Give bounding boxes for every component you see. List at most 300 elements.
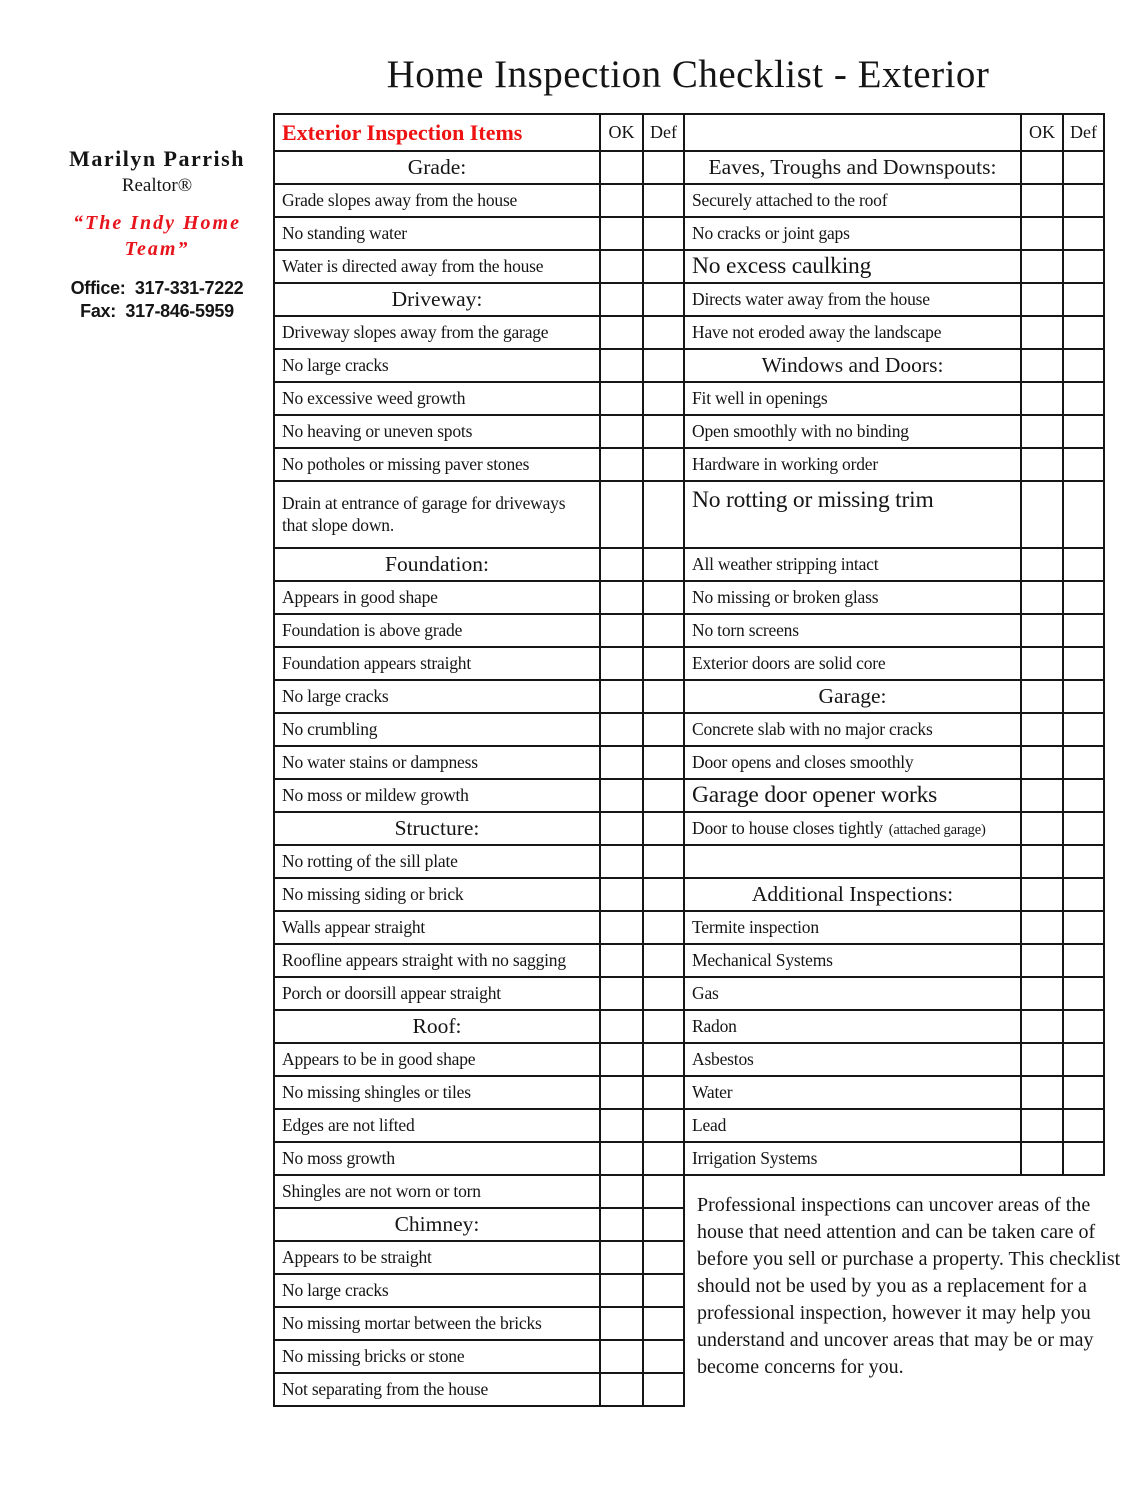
cell-text: Eaves, Troughs and Downspouts: [708,155,997,179]
ok-checkbox-cell[interactable] [600,713,643,746]
table-row [274,217,1104,250]
def-checkbox-cell[interactable] [643,481,684,548]
check-item-cell [274,680,600,713]
def-checkbox-cell[interactable] [1063,878,1104,911]
check-item-cell [684,1043,1021,1076]
def-checkbox-cell[interactable] [643,1043,684,1076]
ok-checkbox-cell[interactable] [600,977,643,1010]
office-phone: Office: 317-331-7222 [70,278,244,298]
ok-checkbox-cell[interactable] [1021,316,1063,349]
table-row [274,680,1104,713]
table-row [274,1076,1104,1109]
def-checkbox-cell[interactable] [1063,911,1104,944]
def-checkbox-cell[interactable] [643,977,684,1010]
ok-checkbox-cell[interactable] [600,184,643,217]
ok-checkbox-cell[interactable] [1021,647,1063,680]
section-header-cell [684,878,1021,911]
def-checkbox-cell[interactable] [1063,812,1104,845]
ok-checkbox-cell[interactable] [600,746,643,779]
cell-text: Drain at entrance of garage for driveways that slope down. [282,492,566,535]
cell-text: Termite inspection [692,916,819,937]
def-checkbox-cell[interactable] [643,746,684,779]
table-row [274,184,1104,217]
ok-checkbox-cell[interactable] [600,812,643,845]
cell-text: Not separating from the house [282,1378,489,1399]
section-header-cell [274,548,600,581]
table-title: Exterior Inspection Items [274,114,600,151]
cell-text: Roof: [412,1014,462,1038]
check-item-cell [274,911,600,944]
table-row [274,1043,1104,1076]
ok-checkbox-cell[interactable] [600,1340,643,1373]
def-checkbox-cell[interactable] [1063,977,1104,1010]
ok-checkbox-cell[interactable] [1021,151,1063,184]
section-header-cell [274,1208,600,1241]
section-header-cell [274,812,600,845]
table-row [274,1142,1104,1175]
cell-text: Directs water away from the house [692,288,930,309]
def-checkbox-cell[interactable] [1063,680,1104,713]
def-checkbox-cell[interactable] [1063,448,1104,481]
ok-checkbox-cell[interactable] [600,415,643,448]
cell-text: No large cracks [282,1279,389,1300]
def-checkbox-cell[interactable] [1063,1142,1104,1175]
def-checkbox-cell[interactable] [1063,713,1104,746]
cell-text: Door opens and closes smoothly [692,751,914,772]
def-checkbox-cell[interactable] [643,548,684,581]
def-checkbox-cell[interactable] [1063,382,1104,415]
def-checkbox-cell[interactable] [1063,217,1104,250]
check-item-cell [684,911,1021,944]
def-checkbox-cell[interactable] [643,1208,684,1241]
def-checkbox-cell[interactable] [1063,349,1104,382]
cell-text: Foundation: [385,552,489,576]
ok-checkbox-cell[interactable] [1021,581,1063,614]
cell-text: Roofline appears straight with no sagging [282,949,566,970]
cell-text: Concrete slab with no major cracks [692,718,933,739]
check-item-cell [274,779,600,812]
ok-checkbox-cell[interactable] [1021,911,1063,944]
def-checkbox-cell[interactable] [643,911,684,944]
def-checkbox-cell[interactable] [643,1076,684,1109]
def-checkbox-cell[interactable] [643,845,684,878]
def-checkbox-cell[interactable] [1063,184,1104,217]
table-row [274,481,1104,548]
cell-text: No moss or mildew growth [282,784,469,805]
agent-slogan [36,210,278,262]
def-checkbox-cell[interactable] [643,316,684,349]
def-checkbox-cell[interactable] [1063,415,1104,448]
cell-text: No missing bricks or stone [282,1345,465,1366]
agent-role: Realtor® [121,175,193,196]
cell-text: No missing siding or brick [282,883,464,904]
check-item-cell [684,548,1021,581]
def-checkbox-cell[interactable] [643,415,684,448]
ok-checkbox-cell[interactable] [600,1010,643,1043]
ok-checkbox-cell[interactable] [1021,250,1063,283]
table-row [274,812,1104,845]
def-checkbox-cell[interactable] [1063,1076,1104,1109]
table-row [274,614,1104,647]
cell-text: No torn screens [692,619,799,640]
cell-text: No missing mortar between the bricks [282,1312,542,1333]
ok-checkbox-cell[interactable] [600,911,643,944]
ok-checkbox-cell[interactable] [1021,746,1063,779]
check-item-cell [274,977,600,1010]
def-checkbox-cell[interactable] [1063,944,1104,977]
cell-text: Foundation appears straight [282,652,472,673]
cell-text: Fit well in openings [692,387,828,408]
check-item-cell [684,382,1021,415]
agent-slogan-line-1: “The Indy Home [73,212,241,234]
def-checkbox-cell[interactable] [1063,548,1104,581]
def-checkbox-cell[interactable] [643,944,684,977]
check-item-cell [274,1109,600,1142]
ok-checkbox-cell[interactable] [600,1241,643,1274]
cell-text: No standing water [282,222,407,243]
ok-checkbox-cell[interactable] [1021,349,1063,382]
check-item-cell [684,779,1021,812]
def-checkbox-cell[interactable] [1063,614,1104,647]
cell-text: No missing shingles or tiles [282,1081,471,1102]
def-checkbox-cell[interactable] [643,1274,684,1307]
section-header-cell [684,151,1021,184]
ok-checkbox-cell[interactable] [1021,1043,1063,1076]
def-checkbox-cell[interactable] [643,614,684,647]
check-item-cell [274,647,600,680]
def-checkbox-cell[interactable] [643,283,684,316]
cell-text: No rotting of the sill plate [282,850,458,871]
ok-checkbox-cell[interactable] [600,382,643,415]
ok-checkbox-cell[interactable] [1021,382,1063,415]
agent-contact [36,277,278,322]
def-checkbox-cell[interactable] [643,647,684,680]
cell-text: No water stains or dampness [282,751,478,772]
def-checkbox-cell[interactable] [643,581,684,614]
def-checkbox-cell[interactable] [1063,581,1104,614]
check-item-cell [274,746,600,779]
check-item-cell [274,1076,600,1109]
table-row [274,316,1104,349]
def-checkbox-cell[interactable] [1063,779,1104,812]
check-item-cell [684,250,1021,283]
ok-checkbox-cell[interactable] [1021,977,1063,1010]
ok-checkbox-cell[interactable] [600,283,643,316]
check-item-cell [684,415,1021,448]
check-item-cell [274,448,600,481]
def-checkbox-cell[interactable] [1063,250,1104,283]
check-item-cell [684,283,1021,316]
section-header-cell [684,680,1021,713]
check-item-cell [274,250,600,283]
def-checkbox-cell[interactable] [643,184,684,217]
ok-checkbox-cell[interactable] [600,944,643,977]
cell-text: Securely attached to the roof [692,189,888,210]
def-checkbox-cell[interactable] [643,713,684,746]
table-row [274,415,1104,448]
ok-checkbox-cell[interactable] [1021,944,1063,977]
table-row [274,1010,1104,1043]
agent-slogan-line-2: Team” [124,238,190,260]
ok-checkbox-cell[interactable] [1021,481,1063,548]
ok-checkbox-cell[interactable] [600,481,643,548]
cell-text: All weather stripping intact [692,553,879,574]
fax-number: Fax: 317-846-5959 [80,300,234,321]
check-item-cell [274,845,600,878]
check-item-cell [684,713,1021,746]
table-row [274,845,1104,878]
table-row [274,944,1104,977]
disclaimer-paragraph: Professional inspections can uncover areas of the house that need attention and can be taken care of before you sell or purchase a property. This checklist should not be used by you as a replacement for a professional inspection, however it may help you understand and uncover areas that may be or may become concerns for you. [697,1194,1121,1378]
check-item-cell [274,614,600,647]
table-row [274,349,1104,382]
ok-checkbox-cell[interactable] [600,1043,643,1076]
check-item-cell [274,316,600,349]
def-checkbox-cell[interactable] [1063,845,1104,878]
cell-text: No potholes or missing paver stones [282,453,530,474]
check-item-cell [274,184,600,217]
ok-checkbox-cell[interactable] [1021,878,1063,911]
check-item-cell [684,647,1021,680]
table-row [274,382,1104,415]
check-item-cell [684,316,1021,349]
cell-text: Exterior doors are solid core [692,652,886,673]
def-checkbox-cell[interactable] [643,779,684,812]
def-checkbox-cell[interactable] [643,349,684,382]
def-checkbox-cell[interactable] [1063,1010,1104,1043]
cell-text: No crumbling [282,718,378,739]
cell-text: Garage door opener works [692,781,938,808]
ok-checkbox-cell[interactable] [1021,1109,1063,1142]
cell-text: Appears to be in good shape [282,1048,476,1069]
def-checkbox-cell[interactable] [1063,316,1104,349]
table-row [274,151,1104,184]
ok-column-header: OK [1021,114,1063,151]
table-row [274,779,1104,812]
def-checkbox-cell[interactable] [643,250,684,283]
check-item-cell [684,448,1021,481]
cell-text: No moss growth [282,1147,395,1168]
ok-checkbox-cell[interactable] [1021,217,1063,250]
cell-text: Grade: [407,155,467,179]
ok-checkbox-cell[interactable] [1021,448,1063,481]
cell-text: No excessive weed growth [282,387,466,408]
ok-checkbox-cell[interactable] [600,1208,643,1241]
def-checkbox-cell[interactable] [1063,647,1104,680]
table-row [274,1109,1104,1142]
check-item-cell [684,1109,1021,1142]
ok-checkbox-cell[interactable] [1021,1142,1063,1175]
def-checkbox-cell[interactable] [643,680,684,713]
def-checkbox-cell[interactable] [643,382,684,415]
ok-checkbox-cell[interactable] [1021,614,1063,647]
def-checkbox-cell[interactable] [1063,283,1104,316]
check-item-cell [684,812,1021,845]
def-column-header: Def [1063,114,1104,151]
ok-checkbox-cell[interactable] [600,1175,643,1208]
ok-checkbox-cell[interactable] [1021,283,1063,316]
ok-checkbox-cell[interactable] [600,349,643,382]
ok-column-header: OK [600,114,643,151]
ok-checkbox-cell[interactable] [1021,713,1063,746]
check-item-cell [684,581,1021,614]
cell-text: No missing or broken glass [692,586,879,607]
cell-text: No large cracks [282,354,389,375]
section-header-cell [274,283,600,316]
check-item-cell [684,217,1021,250]
check-item-cell [274,713,600,746]
ok-checkbox-cell[interactable] [1021,779,1063,812]
cell-text: Shingles are not worn or torn [282,1180,481,1201]
ok-checkbox-cell[interactable] [1021,845,1063,878]
ok-checkbox-cell[interactable] [600,1373,643,1406]
ok-checkbox-cell[interactable] [600,250,643,283]
ok-checkbox-cell[interactable] [600,316,643,349]
def-checkbox-cell[interactable] [643,878,684,911]
cell-text: Irrigation Systems [692,1147,818,1168]
ok-checkbox-cell[interactable] [600,581,643,614]
cell-text: Driveway: [391,287,483,311]
cell-text: Edges are not lifted [282,1114,415,1135]
ok-checkbox-cell[interactable] [600,1274,643,1307]
agent-info-block [36,146,278,322]
check-item-cell [274,1241,600,1274]
def-checkbox-cell[interactable] [643,1340,684,1373]
cell-text: Gas [692,982,719,1003]
table-row [274,911,1104,944]
def-checkbox-cell[interactable] [643,1142,684,1175]
cell-text: Mechanical Systems [692,949,833,970]
check-item-cell [684,944,1021,977]
cell-text: Porch or doorsill appear straight [282,982,501,1003]
check-item-cell [274,481,600,548]
check-item-cell [274,1043,600,1076]
cell-text: Open smoothly with no binding [692,420,909,441]
ok-checkbox-cell[interactable] [600,779,643,812]
ok-checkbox-cell[interactable] [600,1109,643,1142]
check-item-cell [684,481,1021,548]
def-checkbox-cell[interactable] [643,151,684,184]
check-item-cell [684,1076,1021,1109]
def-column-header: Def [643,114,684,151]
check-item-cell [274,581,600,614]
table-row [274,283,1104,316]
table-row [274,250,1104,283]
ok-checkbox-cell[interactable] [1021,184,1063,217]
check-item-cell [274,382,600,415]
check-item-cell [274,217,600,250]
def-checkbox-cell[interactable] [1063,1109,1104,1142]
check-item-cell [274,1142,600,1175]
ok-checkbox-cell[interactable] [1021,1076,1063,1109]
cell-text: Appears in good shape [282,586,438,607]
cell-text: Water [692,1081,733,1102]
def-checkbox-cell[interactable] [643,217,684,250]
table-row [274,878,1104,911]
table-row [274,548,1104,581]
ok-checkbox-cell[interactable] [600,1307,643,1340]
ok-checkbox-cell[interactable] [600,448,643,481]
ok-checkbox-cell[interactable] [1021,680,1063,713]
ok-checkbox-cell[interactable] [600,614,643,647]
cell-text: Hardware in working order [692,453,878,474]
table-row [274,647,1104,680]
cell-text: Structure: [394,816,480,840]
def-checkbox-cell[interactable] [643,1010,684,1043]
def-checkbox-cell[interactable] [1063,481,1104,548]
check-item-cell [274,349,600,382]
def-checkbox-cell[interactable] [1063,1043,1104,1076]
check-item-cell [274,878,600,911]
cell-text: Door to house closes tightly [692,817,883,838]
def-checkbox-cell[interactable] [643,1307,684,1340]
check-item-cell [684,1142,1021,1175]
cell-text: Driveway slopes away from the garage [282,321,549,342]
ok-checkbox-cell[interactable] [1021,415,1063,448]
cell-text: Windows and Doors: [761,353,944,377]
def-checkbox-cell[interactable] [1063,746,1104,779]
cell-text: Appears to be straight [282,1246,432,1267]
check-item-cell [274,415,600,448]
ok-checkbox-cell[interactable] [600,217,643,250]
ok-checkbox-cell[interactable] [600,845,643,878]
ok-checkbox-cell[interactable] [1021,1010,1063,1043]
ok-checkbox-cell[interactable] [600,647,643,680]
def-checkbox-cell[interactable] [643,1109,684,1142]
def-checkbox-cell[interactable] [643,448,684,481]
check-item-cell [274,1274,600,1307]
cell-text: Walls appear straight [282,916,426,937]
ok-checkbox-cell[interactable] [600,878,643,911]
cell-text: Grade slopes away from the house [282,189,518,210]
section-header-cell [684,349,1021,382]
def-checkbox-cell[interactable] [643,1241,684,1274]
check-item-cell [684,614,1021,647]
def-checkbox-cell[interactable] [643,812,684,845]
check-item-cell [684,845,1021,878]
def-checkbox-cell[interactable] [1063,151,1104,184]
def-checkbox-cell[interactable] [643,1373,684,1406]
cell-text: Asbestos [692,1048,754,1069]
cell-text: No excess caulking [692,252,872,279]
cell-text: Additional Inspections: [751,882,954,906]
check-item-cell [274,944,600,977]
cell-note: (attached garage) [888,821,986,838]
agent-name: Marilyn Parrish [69,146,245,171]
table-row [274,977,1104,1010]
cell-text: Garage: [818,684,887,708]
cell-text: Radon [692,1015,737,1036]
check-item-cell [684,977,1021,1010]
ok-checkbox-cell[interactable] [600,1142,643,1175]
ok-checkbox-cell[interactable] [600,1076,643,1109]
cell-text: Chimney: [394,1212,480,1236]
ok-checkbox-cell[interactable] [600,151,643,184]
check-item-cell [684,184,1021,217]
check-item-cell [274,1373,600,1406]
cell-text: Lead [692,1114,727,1135]
table-row [274,746,1104,779]
ok-checkbox-cell[interactable] [1021,812,1063,845]
ok-checkbox-cell[interactable] [600,680,643,713]
check-item-cell [684,1010,1021,1043]
ok-checkbox-cell[interactable] [600,548,643,581]
cell-text: Foundation is above grade [282,619,463,640]
ok-checkbox-cell[interactable] [1021,548,1063,581]
table-row [274,448,1104,481]
def-checkbox-cell[interactable] [643,1175,684,1208]
section-header-cell [274,151,600,184]
